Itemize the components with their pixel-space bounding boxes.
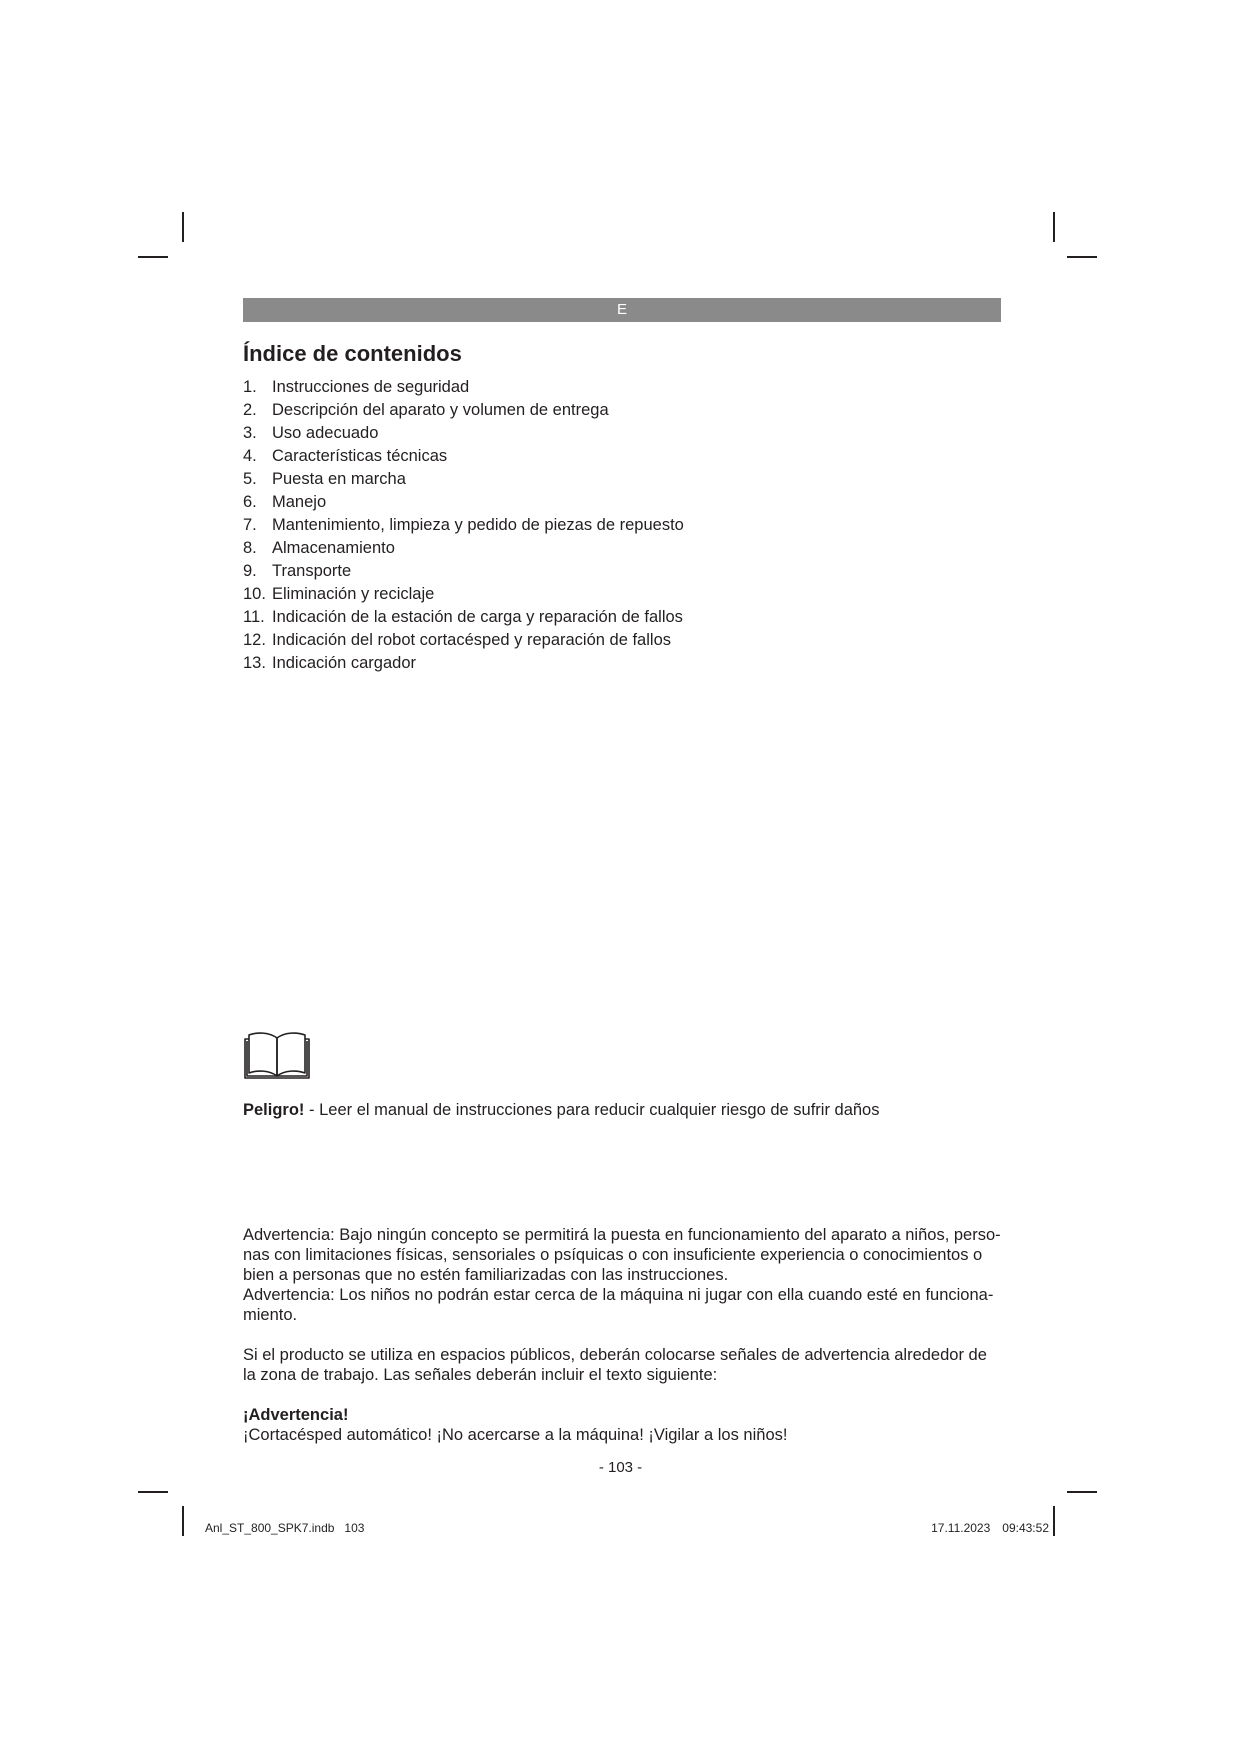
sign-title: ¡Advertencia! (243, 1406, 349, 1424)
warning-text: miento. (243, 1306, 298, 1324)
toc-item-label: Indicación de la estación de carga y reparación de fallos (272, 608, 683, 626)
crop-mark (1067, 256, 1097, 258)
crop-mark (1067, 1491, 1097, 1493)
toc-item-label: Instrucciones de seguridad (272, 378, 470, 396)
footer-timestamp (931, 1520, 1049, 1536)
toc-item-label: Características técnicas (272, 447, 448, 465)
toc-item (243, 468, 684, 491)
toc-item-label: Indicación del robot cortacésped y reparación de fallos (272, 631, 671, 649)
warning-section (243, 1225, 1003, 1445)
toc-item-label: Puesta en marcha (272, 470, 406, 488)
toc-item (243, 376, 684, 399)
toc-item-label: Almacenamiento (272, 539, 395, 557)
public-use-text: la zona de trabajo. Las señales deberán incluir el texto siguiente: (243, 1366, 718, 1384)
warning-text: nas con limitaciones físicas, sensoriales o psíquicas o con insuficiente experiencia o conocimientos o (243, 1246, 983, 1264)
toc-title: Índice de contenidos (243, 341, 462, 366)
toc-item-number: 8. (243, 539, 257, 557)
warning-text: Advertencia: Bajo ningún concepto se permitirá la puesta en funcionamiento del aparato a niños, perso- (243, 1226, 1001, 1244)
toc-item-label: Eliminación y reciclaje (272, 585, 435, 603)
toc-item-number: 9. (243, 562, 257, 580)
toc-item (243, 422, 684, 445)
crop-mark (182, 1506, 184, 1536)
toc-item-label: Transporte (272, 562, 352, 580)
toc-item-number: 10. (243, 585, 266, 603)
toc-item (243, 514, 684, 537)
toc-list (243, 376, 684, 675)
language-header-bar: E (243, 298, 1001, 322)
page-number: - 103 - (598, 1459, 643, 1476)
toc-item-number: 13. (243, 654, 266, 672)
toc-item-number: 1. (243, 378, 257, 396)
crop-mark (1053, 1506, 1055, 1536)
toc-item-number: 3. (243, 424, 257, 442)
warning-text: bien a personas que no estén familiarizadas con las instrucciones. (243, 1266, 729, 1284)
toc-item (243, 491, 684, 514)
toc-item (243, 583, 684, 606)
danger-text: - Leer el manual de instrucciones para reducir cualquier riesgo de sufrir daños (304, 1101, 880, 1119)
crop-mark (1053, 212, 1055, 242)
crop-mark (182, 212, 184, 242)
warning-text: Advertencia: Los niños no podrán estar cerca de la máquina ni jugar con ella cuando esté en funciona- (243, 1286, 994, 1304)
open-book-icon (243, 1030, 311, 1080)
toc-item (243, 606, 684, 629)
crop-mark (138, 256, 168, 258)
toc-item-number: 5. (243, 470, 257, 488)
toc-item (243, 399, 684, 422)
toc-item (243, 537, 684, 560)
danger-notice (243, 1099, 880, 1121)
toc-item-number: 12. (243, 631, 266, 649)
toc-item (243, 445, 684, 468)
toc-item-label: Manejo (272, 493, 327, 511)
toc-item-number: 4. (243, 447, 257, 465)
danger-label: Peligro! (243, 1101, 305, 1119)
toc-item (243, 560, 684, 583)
footer-file-info: Anl_ST_800_SPK7.indb 103 (205, 1521, 365, 1535)
toc-item-label: Descripción del aparato y volumen de entrega (272, 401, 609, 419)
footer-time: 09:43:52 (1002, 1521, 1049, 1535)
footer-date: 17.11.2023 (931, 1521, 991, 1535)
toc-item-number: 2. (243, 401, 257, 419)
public-use-text: Si el producto se utiliza en espacios públicos, deberán colocarse señales de advertencia alrededor de (243, 1346, 987, 1364)
toc-item-label: Mantenimiento, limpieza y pedido de piezas de repuesto (272, 516, 684, 534)
sign-text: ¡Cortacésped automático! ¡No acercarse a la máquina! ¡Vigilar a los niños! (243, 1426, 788, 1444)
toc-item-label: Indicación cargador (272, 654, 417, 672)
toc-item-number: 6. (243, 493, 257, 511)
toc-item (243, 652, 684, 675)
toc-item-number: 7. (243, 516, 257, 534)
toc-item-number: 11. (243, 608, 265, 626)
toc-item (243, 629, 684, 652)
crop-mark (138, 1491, 168, 1493)
toc-item-label: Uso adecuado (272, 424, 379, 442)
